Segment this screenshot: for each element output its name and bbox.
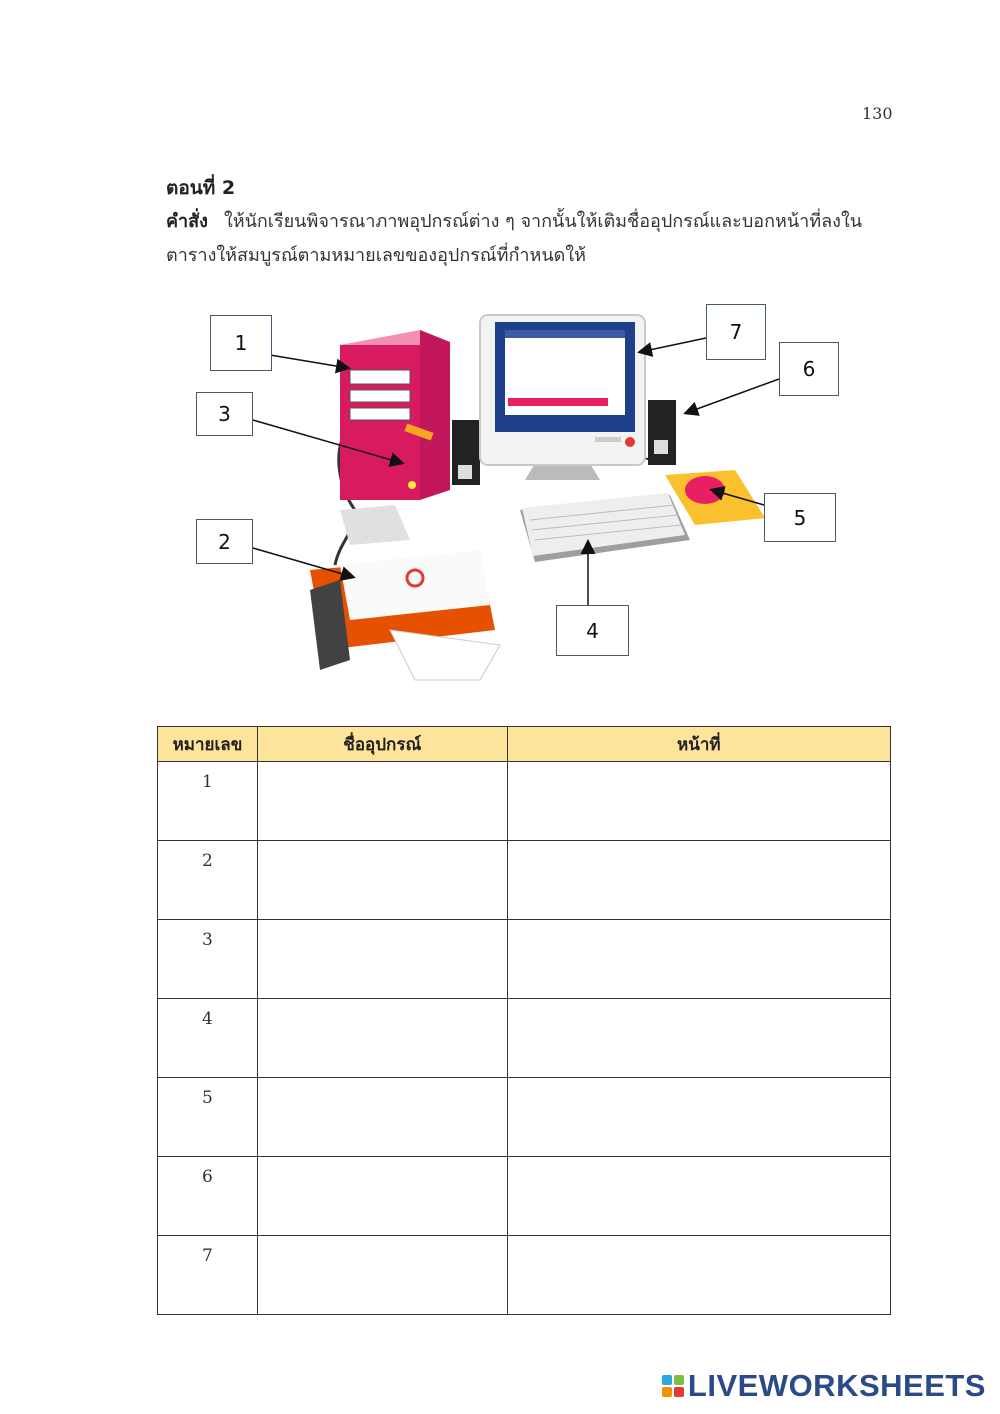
- device-name-cell[interactable]: [257, 1078, 507, 1157]
- table-row: [158, 1078, 891, 1157]
- callout-5: 5: [764, 493, 836, 542]
- row-number: 5: [158, 1078, 258, 1157]
- device-function-cell[interactable]: [507, 1236, 890, 1315]
- row-number: 4: [158, 999, 258, 1078]
- row-number: 6: [158, 1157, 258, 1236]
- device-function-cell[interactable]: [507, 920, 890, 999]
- liveworksheets-logo-icon: [662, 1375, 684, 1397]
- right-speaker-icon: [648, 400, 676, 465]
- monitor-icon: [480, 315, 645, 480]
- device-function-cell[interactable]: [507, 999, 890, 1078]
- callout-7: 7: [706, 304, 766, 360]
- device-name-cell[interactable]: [257, 841, 507, 920]
- instruction-text: ให้นักเรียนพิจารณาภาพอุปกรณ์ต่าง ๆ จากนั้นให้เติมชื่ออุปกรณ์และบอกหน้าที่ลงในตารางให้สมบูรณ์ตามหมายเลขของอุปกรณ์ที่กำหนดให้: [166, 211, 863, 266]
- device-name-cell[interactable]: [257, 920, 507, 999]
- callout-4: 4: [556, 605, 629, 656]
- row-number: 2: [158, 841, 258, 920]
- device-function-cell[interactable]: [507, 841, 890, 920]
- device-name-cell[interactable]: [257, 1236, 507, 1315]
- device-table: [157, 726, 891, 1315]
- callout-3: 3: [196, 392, 253, 436]
- row-number: 1: [158, 762, 258, 841]
- table-row: [158, 920, 891, 999]
- instruction-label: คำสั่ง: [166, 211, 208, 232]
- keyboard-icon: [520, 493, 690, 562]
- liveworksheets-logo: [662, 1368, 986, 1404]
- table-row: [158, 762, 891, 841]
- row-number: 7: [158, 1236, 258, 1315]
- left-speaker-icon: [452, 420, 480, 485]
- table-row: [158, 999, 891, 1078]
- table-row: [158, 841, 891, 920]
- table-row: [158, 1157, 891, 1236]
- table-row: [158, 1236, 891, 1315]
- device-name-cell[interactable]: [257, 762, 507, 841]
- section-title: ตอนที่ 2: [166, 177, 236, 199]
- page-number: 130: [862, 104, 893, 123]
- callout-2: 2: [196, 519, 253, 564]
- row-number: 3: [158, 920, 258, 999]
- callout-6: 6: [779, 342, 839, 396]
- device-name-cell[interactable]: [257, 999, 507, 1078]
- device-function-cell[interactable]: [507, 1157, 890, 1236]
- system-unit-icon: [340, 330, 450, 500]
- header-function: หน้าที่: [507, 727, 890, 762]
- device-name-cell[interactable]: [257, 1157, 507, 1236]
- device-function-cell[interactable]: [507, 1078, 890, 1157]
- header-device-name: ชื่ออุปกรณ์: [257, 727, 507, 762]
- header-number: หมายเลข: [158, 727, 258, 762]
- mouse-icon: [665, 470, 765, 525]
- liveworksheets-wordmark: LIVEWORKSHEETS: [687, 1368, 986, 1403]
- device-function-cell[interactable]: [507, 762, 890, 841]
- table-header-row: [158, 727, 891, 762]
- printer-icon: [310, 505, 500, 680]
- callout-1: 1: [210, 315, 272, 371]
- instruction: [166, 205, 886, 273]
